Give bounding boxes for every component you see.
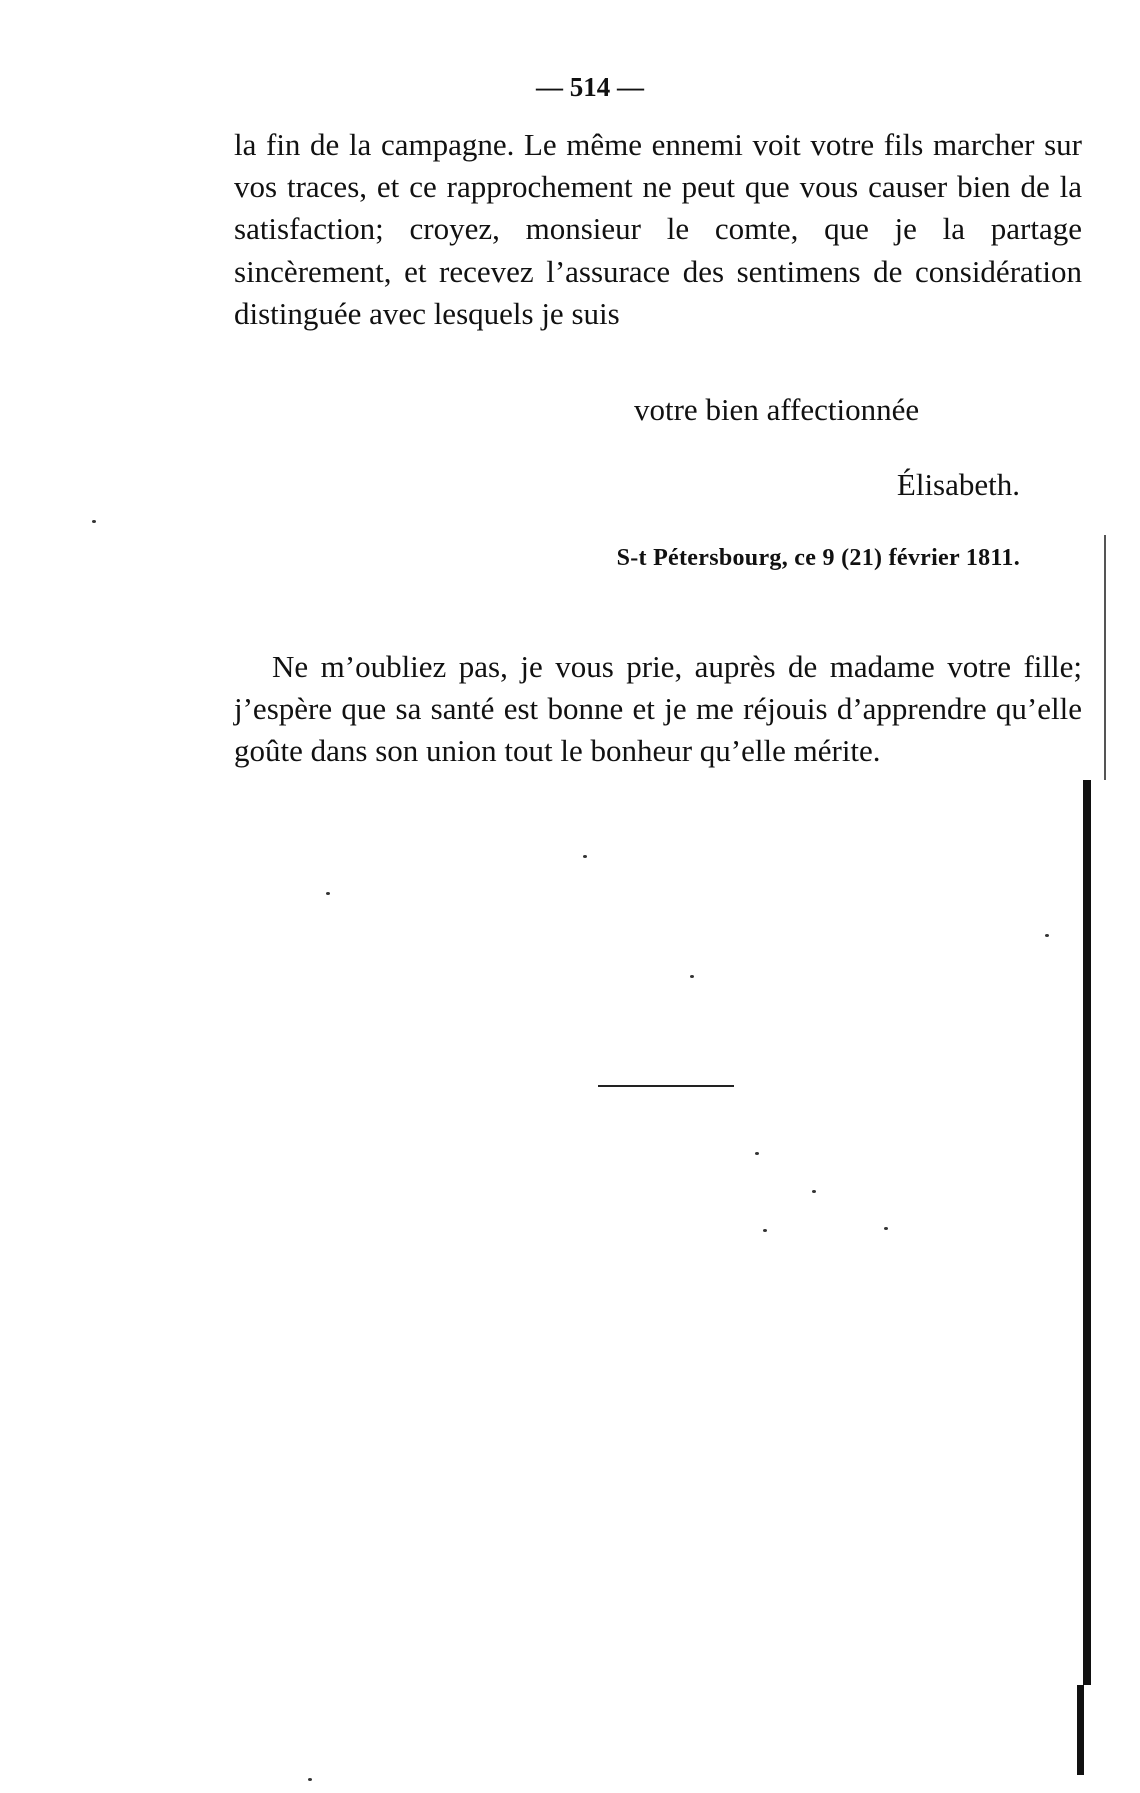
letter-paragraph: la fin de la campagne. Le même ennemi voit votre fils marcher sur vos traces, et ce rapprochement ne peut que vous causer bien de la satisfaction; croyez, monsieur le comte, que je la partage sincèrement, et recevez l’assurace des sentimens de considération distinguée avec lesquels je suis <box>234 127 1082 331</box>
letter-dateline: S-t Pétersbourg, ce 9 (21) février 1811. <box>616 545 1020 571</box>
letter-signature: Élisabeth. <box>896 467 1020 502</box>
postscript-paragraph: Ne m’oubliez pas, je vous prie, auprès de madame votre fille; j’espère que sa santé est bonne et je me réjouis d’apprendre qu’elle goûte dans son union tout le bonheur qu’elle mérite. <box>234 649 1082 769</box>
scan-edge-line <box>1104 535 1106 780</box>
scan-speck <box>763 1229 767 1232</box>
scan-speck <box>326 892 330 895</box>
scan-edge-bar-tail <box>1077 1685 1084 1775</box>
section-divider <box>598 1085 734 1087</box>
scan-speck <box>690 975 694 978</box>
scan-speck <box>583 855 587 858</box>
scan-speck <box>308 1778 312 1781</box>
scan-speck <box>1045 934 1049 937</box>
letter-closing: votre bien affectionnée <box>634 392 920 427</box>
scan-speck <box>755 1152 759 1155</box>
scan-speck <box>884 1227 888 1230</box>
scan-speck <box>812 1190 816 1193</box>
scan-speck <box>92 520 96 523</box>
scan-edge-bar <box>1083 780 1091 1685</box>
page-number: — 514 — <box>536 72 644 102</box>
